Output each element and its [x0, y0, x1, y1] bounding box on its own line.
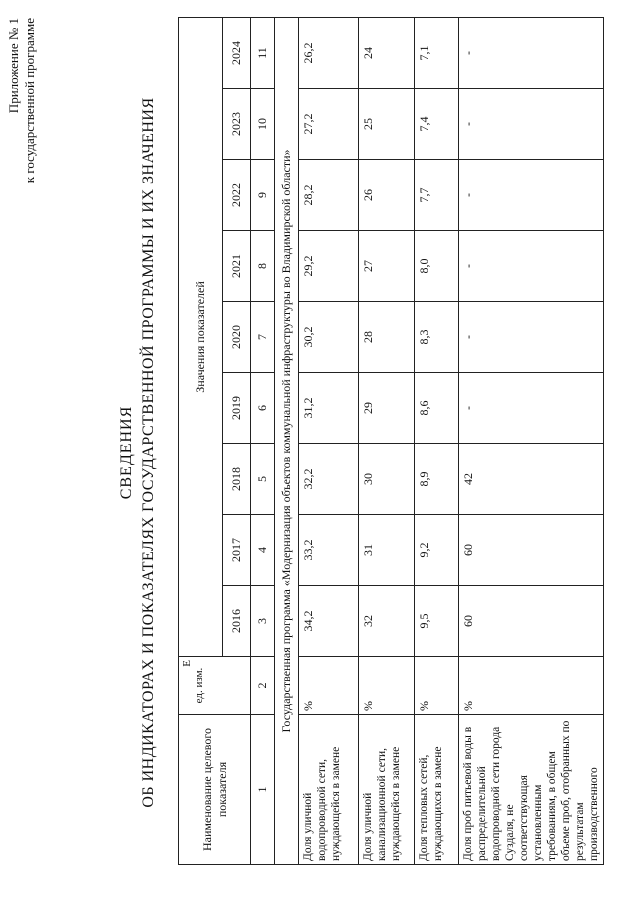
row-value: 30	[359, 444, 415, 515]
row-value: 60	[459, 586, 604, 657]
row-value: 33,2	[299, 515, 359, 586]
row-value: 29	[359, 373, 415, 444]
row-value: 26,2	[299, 17, 359, 88]
year-cell: 2020	[223, 302, 251, 373]
row-unit: %	[299, 657, 359, 715]
row-value: 29,2	[299, 231, 359, 302]
appendix-line-2: к государственной программе	[22, 18, 37, 184]
column-number: 10	[251, 89, 275, 160]
row-value: 60	[459, 515, 604, 586]
row-value: 28,2	[299, 160, 359, 231]
year-cell: 2018	[223, 444, 251, 515]
column-number: 2	[251, 657, 275, 715]
row-indicator-name: Доля проб питьевой воды в распределительной водопроводной сети города Суздаля, не соответствующая установленным требованиям, в общем объеме проб, отобранных по результатам производственного	[459, 715, 604, 865]
row-indicator-name: Доля уличной водопроводной сети, нуждающейся в замене	[299, 715, 359, 865]
header-values: Значения показателей	[179, 17, 223, 656]
row-value: 9,2	[415, 515, 459, 586]
table-row	[359, 17, 415, 864]
year-cell: 2016	[223, 586, 251, 657]
row-value: 8,6	[415, 373, 459, 444]
row-unit: %	[459, 657, 604, 715]
row-value: 28	[359, 302, 415, 373]
row-indicator-name: Доля тепловых сетей, нуждающихся в замене	[415, 715, 459, 865]
header-indicator-name-text: Наименование целевого показателя	[199, 727, 229, 852]
row-value: -	[459, 231, 604, 302]
row-value: 7,4	[415, 89, 459, 160]
document-subtitle: ОБ ИНДИКАТОРАХ И ПОКАЗАТЕЛЯХ ГОСУДАРСТВЕННОЙ ПРОГРАММЫ И ИХ ЗНАЧЕНИЯ	[140, 97, 157, 808]
column-number: 4	[251, 515, 275, 586]
row-value: 31	[359, 515, 415, 586]
year-cell: 2021	[223, 231, 251, 302]
program-title-row: Государственная программа «Модернизация объектов коммунальной инфраструктуры во Владимирской области»	[275, 17, 299, 864]
row-value: -	[459, 302, 604, 373]
table-row	[415, 17, 459, 864]
appendix-note	[6, 18, 38, 183]
column-number: 7	[251, 302, 275, 373]
header-unit-text: ед. изм.	[193, 667, 205, 704]
row-value: 8,9	[415, 444, 459, 515]
row-value: 34,2	[299, 586, 359, 657]
column-number: 8	[251, 231, 275, 302]
column-number: 1	[251, 715, 275, 865]
row-value: 42	[459, 444, 604, 515]
row-value: 25	[359, 89, 415, 160]
column-number: 3	[251, 586, 275, 657]
row-indicator-name: Доля уличной канализационной сети, нуждающейся в замене	[359, 715, 415, 865]
row-value: 31,2	[299, 373, 359, 444]
appendix-line-1: Приложение № 1	[6, 18, 21, 114]
indicators-table	[178, 17, 604, 865]
row-value: 27,2	[299, 89, 359, 160]
year-cell: 2019	[223, 373, 251, 444]
row-value: 8,0	[415, 231, 459, 302]
row-value: -	[459, 373, 604, 444]
year-cell: 2022	[223, 160, 251, 231]
row-value: -	[459, 17, 604, 88]
row-value: 9,5	[415, 586, 459, 657]
table-row	[459, 17, 604, 864]
header-unit	[179, 657, 251, 715]
row-value: 8,3	[415, 302, 459, 373]
column-number: 6	[251, 373, 275, 444]
column-number: 9	[251, 160, 275, 231]
row-value: 24	[359, 17, 415, 88]
row-value: 7,7	[415, 160, 459, 231]
row-value: 7,1	[415, 17, 459, 88]
column-number-row	[251, 17, 275, 864]
header-unit-mark: Е	[181, 660, 193, 667]
row-value: 27	[359, 231, 415, 302]
row-value: 26	[359, 160, 415, 231]
table-row	[299, 17, 359, 864]
column-number: 11	[251, 17, 275, 88]
header-indicator-name	[179, 715, 251, 865]
document-title: СВЕДЕНИЯ	[118, 405, 135, 500]
row-unit: %	[359, 657, 415, 715]
row-value: -	[459, 160, 604, 231]
row-value: -	[459, 89, 604, 160]
year-cell: 2023	[223, 89, 251, 160]
year-cell: 2024	[223, 17, 251, 88]
row-value: 32	[359, 586, 415, 657]
year-cell: 2017	[223, 515, 251, 586]
column-number: 5	[251, 444, 275, 515]
row-unit: %	[415, 657, 459, 715]
row-value: 32,2	[299, 444, 359, 515]
row-value: 30,2	[299, 302, 359, 373]
